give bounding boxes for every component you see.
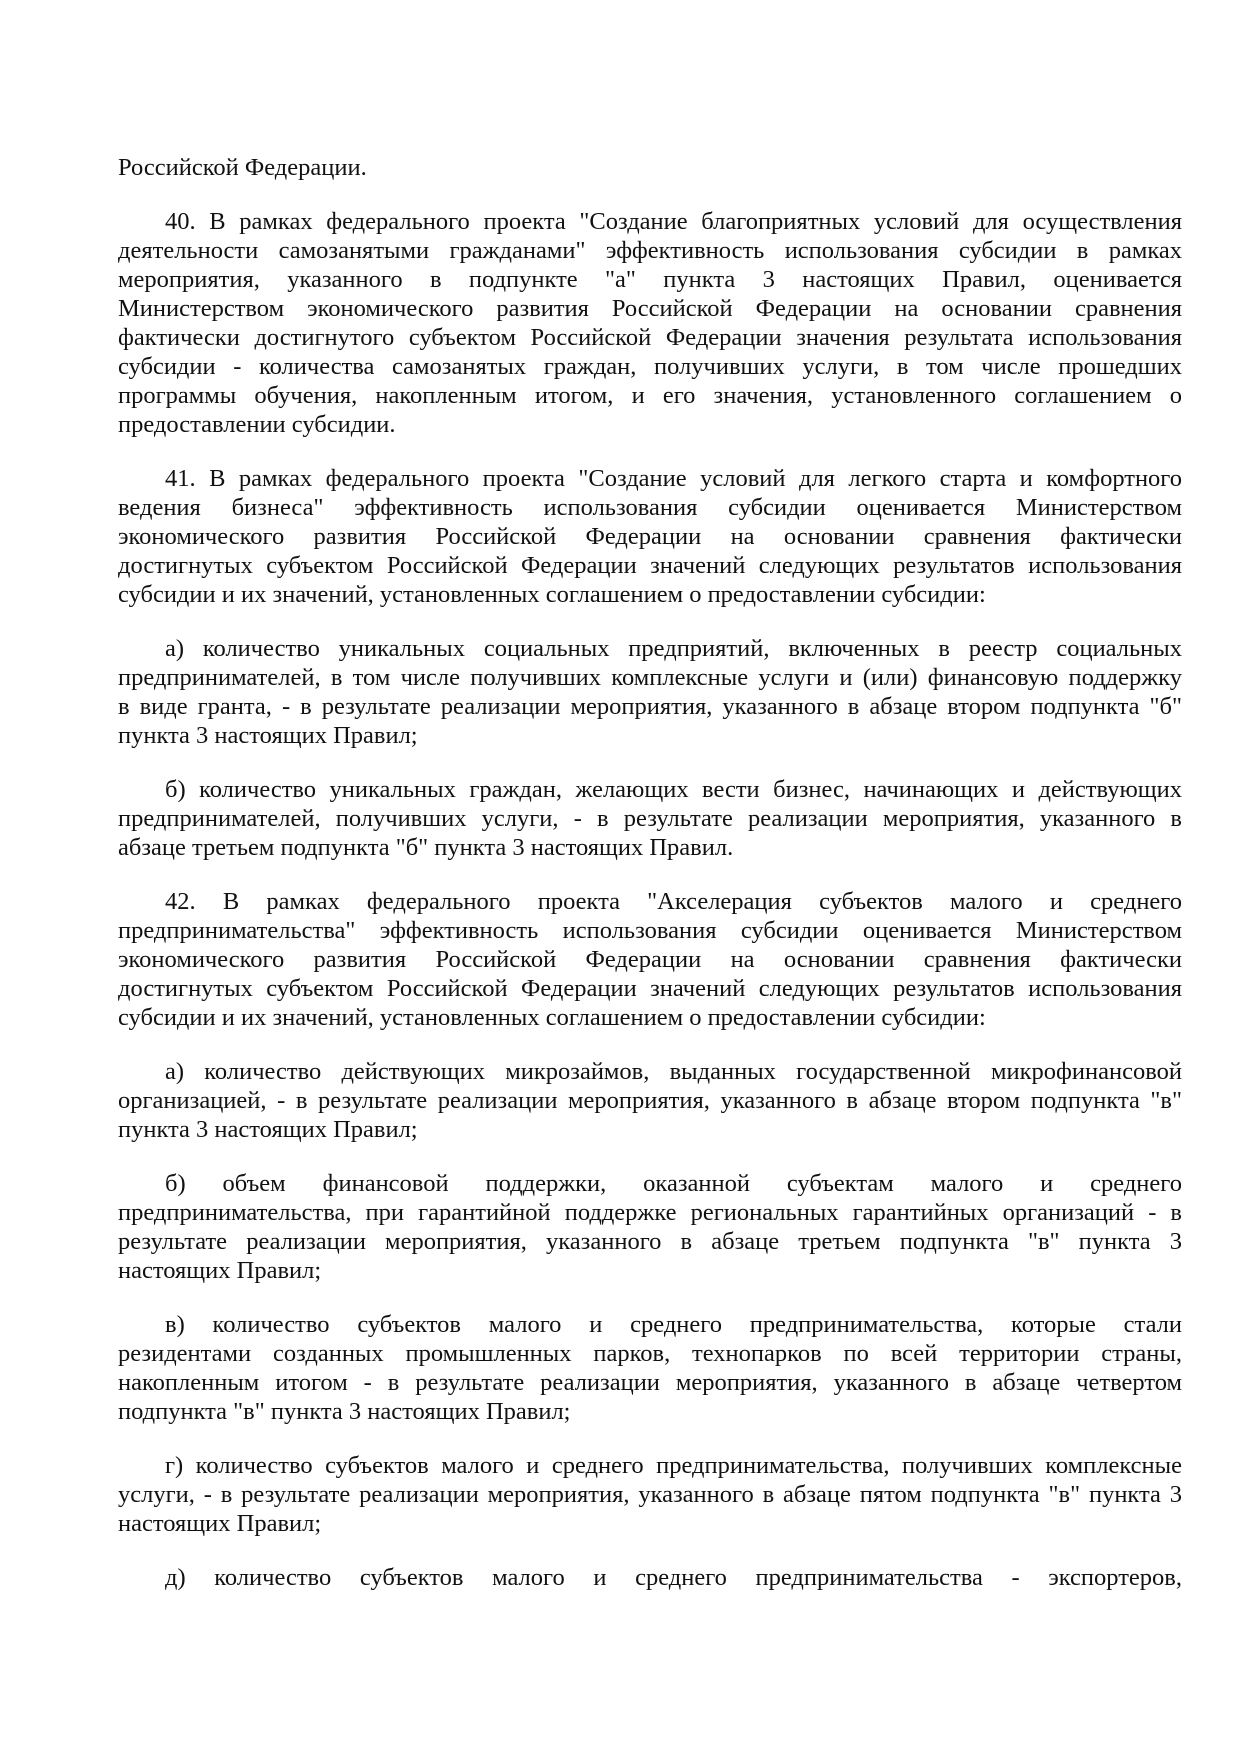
paragraph (118, 207, 1182, 439)
paragraph (118, 1169, 1182, 1285)
paragraph (118, 1057, 1182, 1144)
text-line: 40. В рамках федерального проекта "Создание благоприятных условий для осуществления (165, 208, 1182, 235)
text-line: программы обучения, накопленным итогом, и его значения, установленного соглашением о (118, 382, 1182, 409)
text-line: предпринимательства, при гарантийной поддержке региональных гарантийных организаций - в (118, 1199, 1182, 1226)
text-line: Российской Федерации. (118, 154, 367, 181)
document-page (118, 153, 1182, 1617)
text-line: Министерством экономического развития Российской Федерации на основании сравнения (118, 295, 1182, 322)
text-line: б) количество уникальных граждан, желающих вести бизнес, начинающих и действующих (165, 776, 1182, 803)
text-line: абзаце третьем подпункта "б" пункта 3 настоящих Правил. (118, 834, 734, 861)
paragraph (118, 1451, 1182, 1538)
paragraph (118, 1563, 1182, 1592)
text-line: экономического развития Российской Федерации на основании сравнения фактически (118, 946, 1182, 973)
text-line: достигнутых субъектом Российской Федерации значений следующих результатов использования (118, 552, 1182, 579)
text-line: пункта 3 настоящих Правил; (118, 1116, 418, 1143)
paragraph (118, 634, 1182, 750)
text-line: г) количество субъектов малого и среднего предпринимательства, получивших комплексные (165, 1452, 1182, 1479)
text-line: субсидии - количества самозанятых граждан, получивших услуги, в том числе прошедших (118, 353, 1182, 380)
text-line: предпринимателей, в том числе получивших комплексные услуги и (или) финансовую поддержку (118, 664, 1182, 691)
text-line: субсидии и их значений, установленных соглашением о предоставлении субсидии: (118, 581, 986, 608)
text-line: предпринимателей, получивших услуги, - в результате реализации мероприятия, указанного в (118, 805, 1182, 832)
text-line: 41. В рамках федерального проекта "Создание условий для легкого старта и комфортного (165, 465, 1182, 492)
text-line: фактически достигнутого субъектом Российской Федерации значения результата использования (118, 324, 1182, 351)
text-line: в виде гранта, - в результате реализации мероприятия, указанного в абзаце втором подпункта "б" (118, 693, 1182, 720)
text-line: а) количество действующих микрозаймов, выданных государственной микрофинансовой (165, 1058, 1182, 1085)
text-line: услуги, - в результате реализации мероприятия, указанного в абзаце пятом подпункта "в" пункта 3 (118, 1481, 1182, 1508)
text-line: резидентами созданных промышленных парков, технопарков по всей территории страны, (118, 1340, 1182, 1367)
text-line: настоящих Правил; (118, 1510, 322, 1537)
text-line: б) объем финансовой поддержки, оказанной субъектам малого и среднего (165, 1170, 1182, 1197)
text-line: организацией, - в результате реализации мероприятия, указанного в абзаце втором подпункта "в" (118, 1087, 1182, 1114)
text-line: экономического развития Российской Федерации на основании сравнения фактически (118, 523, 1182, 550)
text-line: достигнутых субъектом Российской Федерации значений следующих результатов использования (118, 975, 1182, 1002)
paragraph (118, 887, 1182, 1032)
paragraph (118, 153, 1182, 182)
text-line: в) количество субъектов малого и среднего предпринимательства, которые стали (165, 1311, 1182, 1338)
text-line: субсидии и их значений, установленных соглашением о предоставлении субсидии: (118, 1004, 986, 1031)
text-line: 42. В рамках федерального проекта "Акселерация субъектов малого и среднего (165, 888, 1182, 915)
text-line: а) количество уникальных социальных предприятий, включенных в реестр социальных (165, 635, 1182, 662)
paragraph (118, 464, 1182, 609)
text-line: ведения бизнеса" эффективность использования субсидии оценивается Министерством (118, 494, 1182, 521)
text-line: настоящих Правил; (118, 1257, 322, 1284)
paragraph (118, 1310, 1182, 1426)
text-line: деятельности самозанятыми гражданами" эффективность использования субсидии в рамках (118, 237, 1182, 264)
text-line: накопленным итогом - в результате реализации мероприятия, указанного в абзаце четвертом (118, 1369, 1182, 1396)
text-line: предоставлении субсидии. (118, 411, 396, 438)
text-line: предпринимательства" эффективность использования субсидии оценивается Министерством (118, 917, 1182, 944)
paragraph (118, 775, 1182, 862)
text-line: мероприятия, указанного в подпункте "а" пункта 3 настоящих Правил, оценивается (118, 266, 1182, 293)
text-line: д) количество субъектов малого и среднего предпринимательства - экспортеров, (165, 1564, 1182, 1591)
text-line: подпункта "в" пункта 3 настоящих Правил; (118, 1398, 571, 1425)
text-line: результате реализации мероприятия, указанного в абзаце третьем подпункта "в" пункта 3 (118, 1228, 1182, 1255)
text-line: пункта 3 настоящих Правил; (118, 722, 418, 749)
